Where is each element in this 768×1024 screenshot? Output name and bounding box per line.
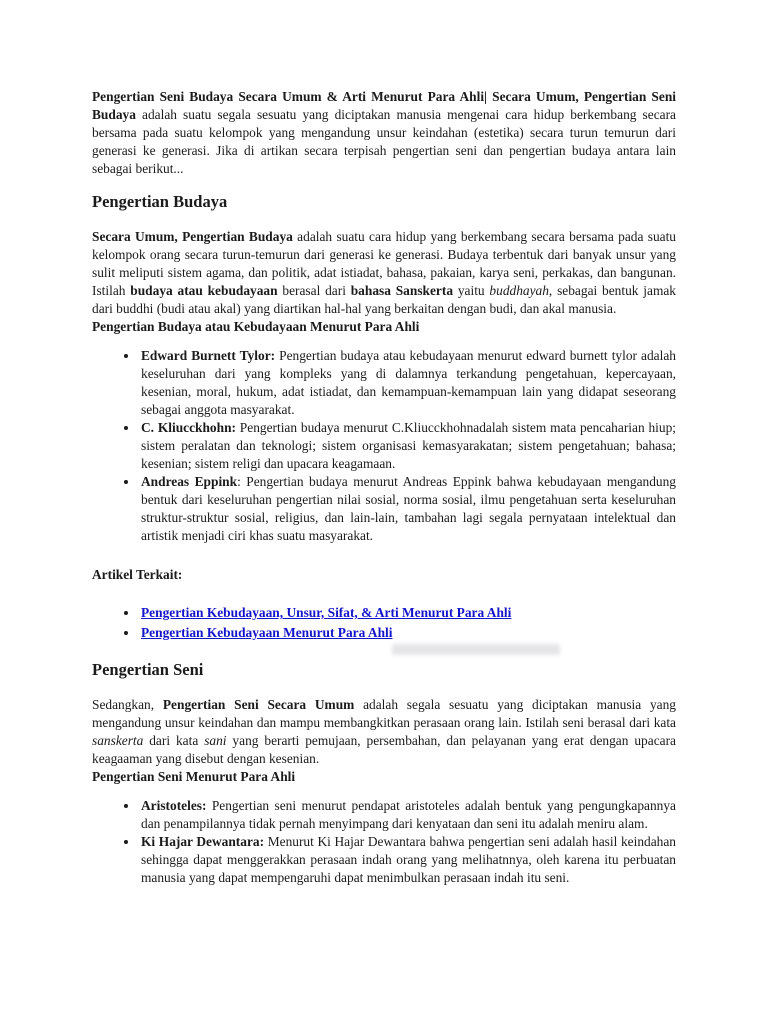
text-segment-bold: Secara Umum, Pengertian Budaya (92, 229, 293, 244)
expert-name: C. Kliucckhohn: (141, 420, 236, 435)
text-segment: dari kata (143, 733, 205, 748)
list-item-expert-kliucckhohn (139, 419, 676, 473)
link-pengertian-kebudayaan-unsur-sifat[interactable]: Pengertian Kebudayaan, Unsur, Sifat, & Arti Menurut Para Ahli (141, 605, 512, 620)
expert-name: Aristoteles: (141, 798, 207, 813)
artikel-terkait-label: Artikel Terkait: (92, 567, 183, 582)
list-item-expert-eppink (139, 473, 676, 545)
text-segment: yang berarti pemujaan, persembahan, dan pelayanan yang erat dengan upacara keagaaman yang disebut dengan kesenian. (92, 733, 676, 766)
heading-pengertian-seni: Pengertian Seni (92, 660, 204, 679)
intro-text: adalah suatu segala sesuatu yang diciptakan manusia mengenai cara hidup berkembang secara bersama pada suatu kelompok yang mengandung unsur keindahan (estetika) secara turun temurun dari generasi ke generasi. Jika di artikan secara terpisah pengertian seni dan pengertian budaya antara lain sebagai berikut... (92, 107, 676, 176)
expert-text: Pengertian seni menurut pendapat aristoteles adalah bentuk yang pengungkapannya dan penampilannya tidak pernah menyimpang dari kenyataan dan seni itu adalah meniru alam. (141, 798, 676, 831)
list-item-link (139, 603, 676, 623)
text-segment-bold: budaya atau kebudayaan (130, 283, 278, 298)
expert-text: : Pengertian budaya menurut Andreas Eppink bahwa kebudayaan mengandung bentuk dari keseluruhan pengertian nilai sosial, norma sosial, ilmu pengetahuan serta keseluruhan struktur-struktur sosial, religius, dan lain-lain, tambahan lagi segala pernyataan intelektual dan artistik menjadi ciri khas suatu masyarakat. (141, 474, 676, 543)
text-segment: adalah suatu cara hidup yang berkembang secara bersama pada suatu kelompok orang secara turun-temurun dari generasi ke generasi. Budaya terbentuk dari banyak unsur yang sulit meliputi sistem agama, dan politik, adat istiadat, bahasa, pakaian, karya seni, perkakas, dan bangunan. Istilah (92, 229, 676, 298)
text-segment-italic: buddhayah, (489, 283, 553, 298)
text-segment: sebagai bentuk jamak dari buddhi (budi atau akal) yang diartikan hal-hal yang berkaitan dengan budi, dan akal manusia. (92, 283, 677, 316)
text-segment: adalah segala sesuatu yang diciptakan manusia yang mengandung unsur keindahan dan mampu membangkitkan perasaan orang lain. Istilah seni berasal dari kata (92, 697, 676, 730)
expert-text: Menurut Ki Hajar Dewantara bahwa pengertian seni adalah hasil keindahan sehingga dapat menggerakkan perasaan indah orang yang melihatnnya, oleh karena itu perbuatan manusia yang dapat mempengaruhi dapat menimbulkan perasaan indah itu seni. (141, 834, 677, 885)
subheading-budaya-menurut-ahli: Pengertian Budaya atau Kebudayaan Menurut Para Ahli (92, 319, 420, 334)
text-segment: Sedangkan, (92, 697, 163, 712)
budaya-experts-list (92, 347, 676, 545)
expert-name: Edward Burnett Tylor: (141, 348, 276, 363)
expert-name: Ki Hajar Dewantara: (141, 834, 265, 849)
text-segment-italic: sanskerta (92, 733, 144, 748)
list-item-link (139, 623, 676, 643)
list-item-expert-ki-hajar-dewantara (139, 833, 676, 887)
seni-experts-list (92, 797, 676, 887)
paragraph-seni (92, 696, 676, 768)
subheading-seni-menurut-ahli: Pengertian Seni Menurut Para Ahli (92, 769, 296, 784)
text-segment: yaitu (453, 283, 490, 298)
expert-text: Pengertian budaya atau kebudayaan menurut edward burnett tylor adalah keseluruhan dari yang kompleks yang di dalamnya terkandung pengetahuan, kepercayaan, kesenian, moral, hukum, adat istiadat, dan kemampuan-kemampuan lain yang didapat seseorang sebagai anggota masyarakat. (141, 348, 676, 417)
related-links-list (92, 603, 676, 643)
watermark-remnant (392, 644, 560, 655)
text-segment: berasal dari (277, 283, 351, 298)
intro-paragraph (92, 88, 676, 178)
text-segment-bold: bahasa Sanskerta (350, 283, 454, 298)
text-segment-italic: sani (204, 733, 227, 748)
text-segment-bold: Pengertian Seni Secara Umum (162, 697, 355, 712)
intro-bold-lead: Pengertian Seni Budaya Secara Umum & Arti Menurut Para Ahli| Secara Umum, Pengertian Seni Budaya (92, 89, 676, 122)
list-item-expert-tylor (139, 347, 676, 419)
expert-name: Andreas Eppink (141, 474, 238, 489)
list-item-expert-aristoteles (139, 797, 676, 833)
heading-pengertian-budaya: Pengertian Budaya (92, 192, 228, 211)
expert-text: Pengertian budaya menurut C.Kliucckhohnadalah sistem mata pencaharian hiup; sistem peralatan dan teknologi; sistem organisasi kemasyarakatan; sistem pengetahuan; bahasa; kesenian; sistem religi dan upacara keagamaan. (141, 420, 676, 471)
link-pengertian-kebudayaan-menurut-ahli[interactable]: Pengertian Kebudayaan Menurut Para Ahli (141, 625, 393, 640)
paragraph-budaya (92, 228, 676, 318)
